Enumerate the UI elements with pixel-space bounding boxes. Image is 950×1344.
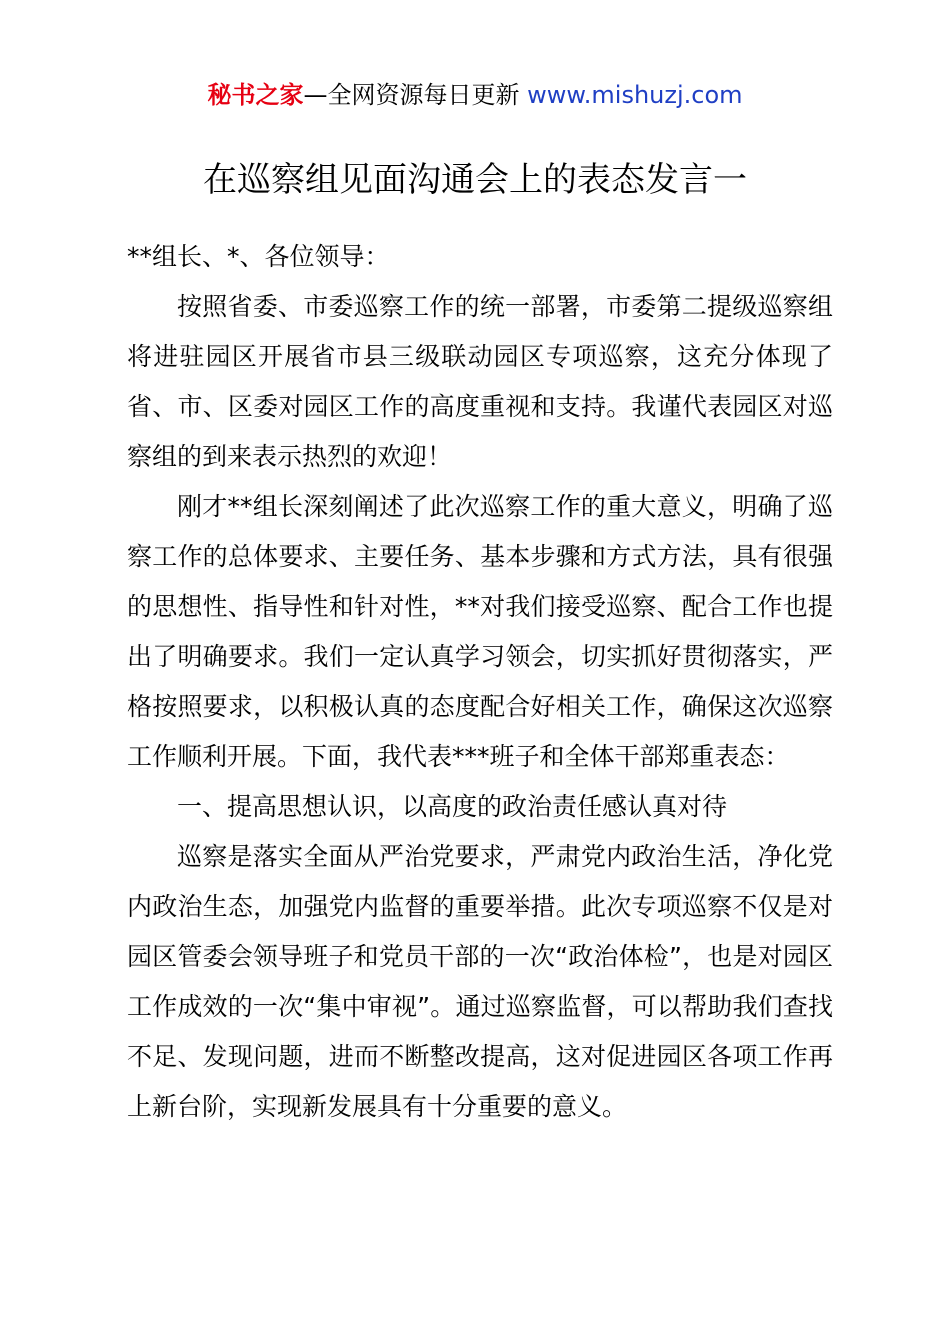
site-url-link[interactable]: www.mishuzj.com xyxy=(527,81,743,109)
site-tagline: —全网资源每日更新 xyxy=(303,81,520,109)
section-paragraph: 巡察是落实全面从严治党要求，严肃党内政治生活，净化党内政治生态，加强党内监督的重要举措。此次专项巡察不仅是对园区管委会领导班子和党员干部的一次“政治体检”，也是对园区工作成效的一次“集中审视”。通过巡察监督，可以帮助我们查找不足、发现问题，进而不断整改提高，这对促进园区各项工作再上新台阶，实现新发展具有十分重要的意义。 xyxy=(127,842,833,1121)
paragraph-2: 刚才**组长深刻阐述了此次巡察工作的重大意义，明确了巡察工作的总体要求、主要任务、基本步骤和方式方法，具有很强的思想性、指导性和针对性，**对我们接受巡察、配合工作也提出了明确要求。我们一定认真学习领会，切实抓好贯彻落实，严格按照要求，以积极认真的态度配合好相关工作，确保这次巡察工作顺利开展。下面，我代表***班子和全体干部郑重表态： xyxy=(127,492,833,771)
site-header xyxy=(0,78,950,112)
document-title: 在巡察组见面沟通会上的表态发言一 xyxy=(203,160,747,200)
section-heading: 一、提高思想认识，以高度的政治责任感认真对待 xyxy=(177,792,728,821)
site-brand: 秘书之家 xyxy=(207,81,304,109)
paragraph-1: 按照省委、市委巡察工作的统一部署，市委第二提级巡察组将进驻园区开展省市县三级联动园区专项巡察，这充分体现了省、市、区委对园区工作的高度重视和支持。我谨代表园区对巡察组的到来表示热烈的欢迎！ xyxy=(127,292,833,471)
salutation: **组长、*、各位领导： xyxy=(127,242,390,271)
document-body xyxy=(127,232,833,1132)
